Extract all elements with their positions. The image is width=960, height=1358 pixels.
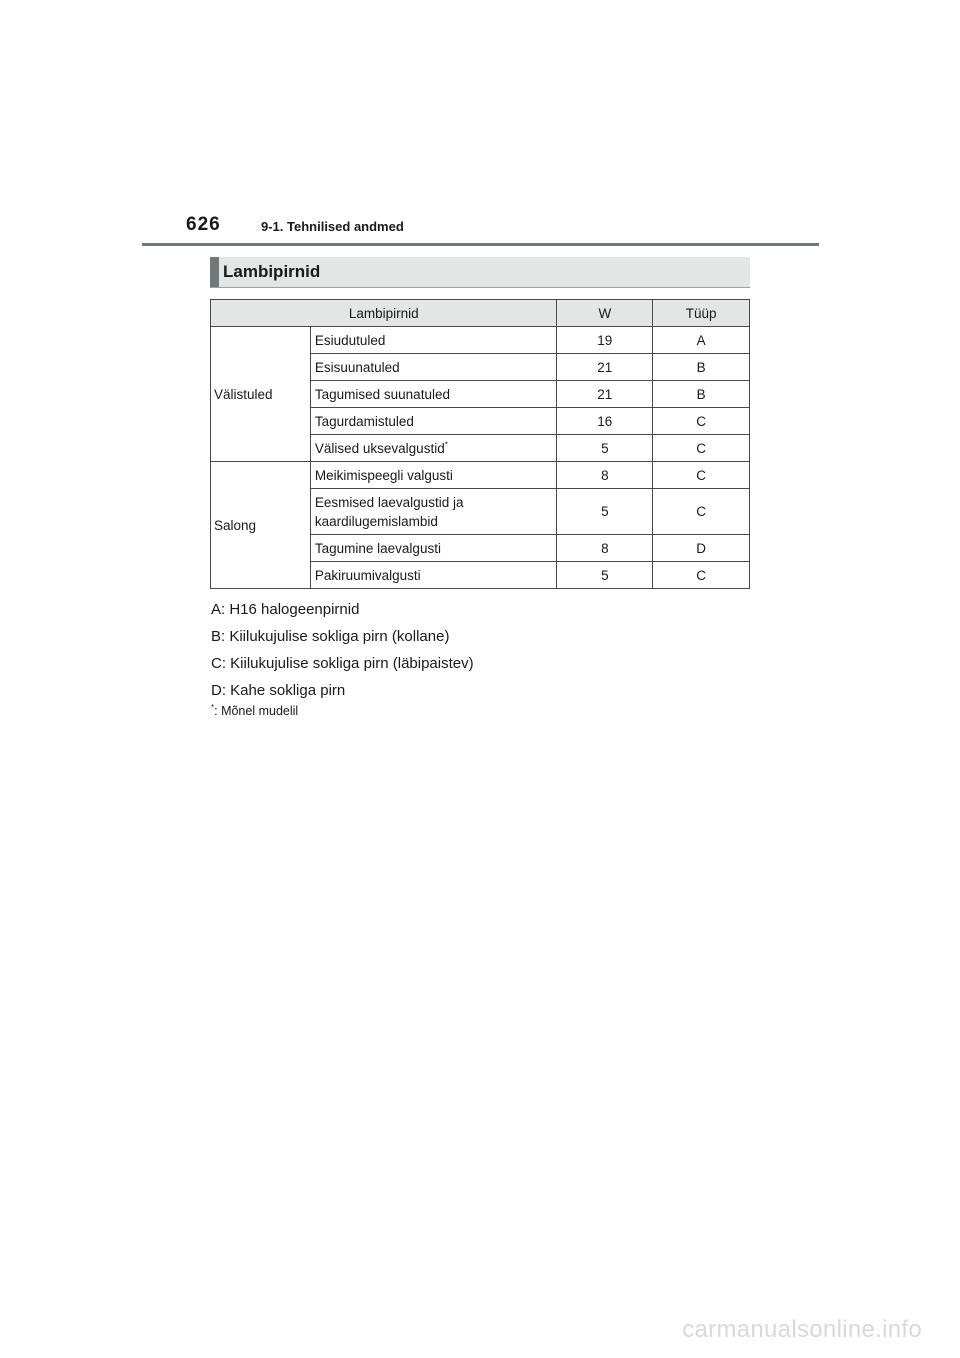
bulb-type: B (653, 354, 750, 381)
table-row (211, 462, 750, 489)
group-label-exterior: Välistuled (211, 327, 311, 462)
header-rule (142, 243, 819, 246)
bulb-name: Tagumised suunatuled (310, 381, 557, 408)
group-label-interior: Salong (211, 462, 311, 589)
bulb-type: A (653, 327, 750, 354)
footnote (211, 704, 298, 718)
heading-accent (210, 257, 219, 287)
bulb-watts: 21 (557, 354, 653, 381)
bulb-name: Tagurdamistuled (310, 408, 557, 435)
section-title: 9-1. Tehnilised andmed (261, 219, 404, 234)
bulb-watts: 8 (557, 535, 653, 562)
bulb-watts: 5 (557, 562, 653, 589)
bulb-watts: 19 (557, 327, 653, 354)
bulb-type: C (653, 489, 750, 535)
bulb-type: C (653, 408, 750, 435)
section-heading-bar (210, 257, 750, 288)
bulb-name: Meikimispeegli valgusti (310, 462, 557, 489)
table-row (211, 327, 750, 354)
bulb-name-cell (310, 489, 557, 535)
bulb-type-legend (211, 601, 474, 709)
bulb-name: Esiudutuled (310, 327, 557, 354)
legend-item-b: B: Kiilukujulise sokliga pirn (kollane) (211, 628, 450, 645)
bulb-name-line2: kaardilugemislambid (314, 513, 438, 529)
legend-item-c: C: Kiilukujulise sokliga pirn (läbipaistev) (211, 655, 474, 672)
bulb-table (210, 299, 750, 589)
bulb-name-cell (310, 435, 557, 462)
bulb-watts: 16 (557, 408, 653, 435)
bulb-type: C (653, 462, 750, 489)
bulb-watts: 8 (557, 462, 653, 489)
bulb-type: B (653, 381, 750, 408)
bulb-type: D (653, 535, 750, 562)
bulb-name: Välised uksevalgustid (314, 440, 445, 456)
bulb-name-line1: Eesmised laevalgustid ja (314, 494, 464, 510)
bulb-watts: 5 (557, 435, 653, 462)
column-header-bulbs: Lambipirnid (211, 300, 557, 327)
footnote-text: : Mõnel mudelil (214, 704, 299, 718)
bulb-name: Pakiruumivalgusti (310, 562, 557, 589)
bulb-type: C (653, 562, 750, 589)
bulb-watts: 21 (557, 381, 653, 408)
section-heading: Lambipirnid (223, 262, 321, 281)
column-header-watts: W (557, 300, 653, 327)
footnote-mark: * (444, 440, 448, 449)
bulb-watts: 5 (557, 489, 653, 535)
legend-item-d: D: Kahe sokliga pirn (211, 682, 346, 699)
bulb-name: Tagumine laevalgusti (310, 535, 557, 562)
footnote-mark: * (211, 702, 215, 712)
legend-item-a: A: H16 halogeenpirnid (211, 601, 360, 618)
column-header-type: Tüüp (653, 300, 750, 327)
table-header-row (211, 300, 750, 327)
bulb-name: Esisuunatuled (310, 354, 557, 381)
bulb-type: C (653, 435, 750, 462)
page-number: 626 (186, 214, 221, 235)
watermark: carmanualsonline.info (682, 1316, 922, 1343)
